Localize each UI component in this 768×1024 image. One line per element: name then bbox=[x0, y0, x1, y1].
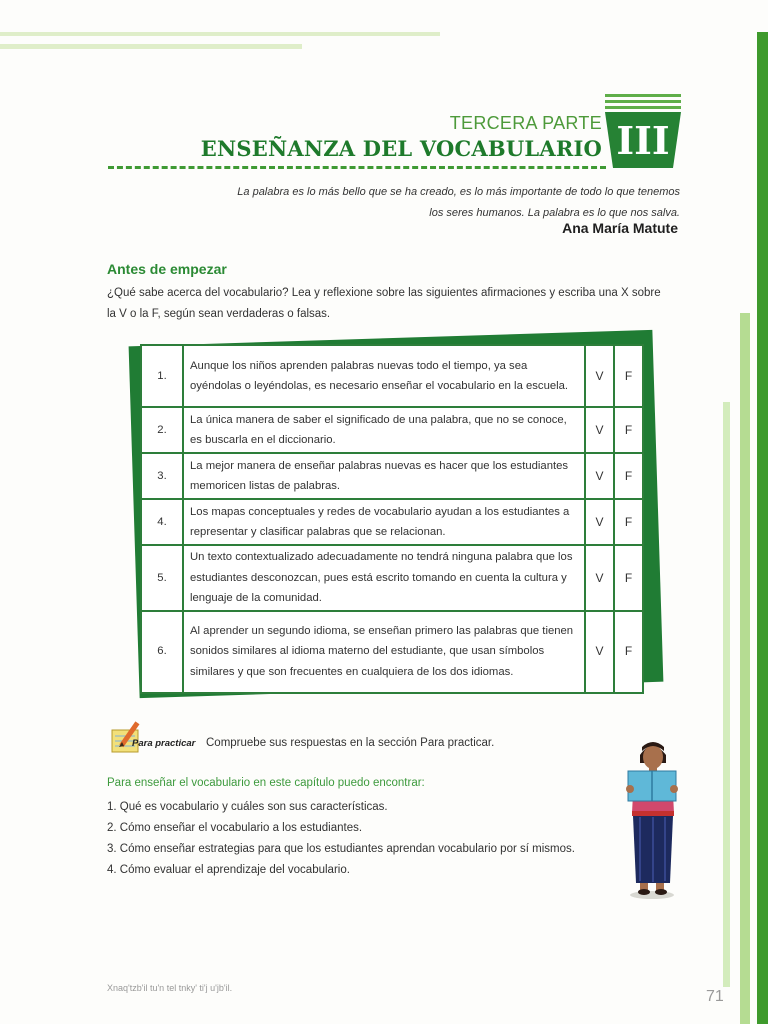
true-option-cell[interactable]: V bbox=[585, 453, 614, 499]
part-three-emblem-icon bbox=[603, 92, 683, 170]
right-bar-light bbox=[740, 313, 750, 1024]
before-start-heading: Antes de empezar bbox=[107, 261, 227, 277]
right-bar-pale bbox=[723, 402, 730, 987]
epigraph-quote bbox=[160, 182, 680, 224]
footer-native-text: Xnaq'tzb'il tu'n tel tnky' ti'j u'jb'il. bbox=[107, 983, 233, 993]
false-option-cell[interactable]: F bbox=[614, 453, 643, 499]
list-item: 3. Cómo enseñar estrategias para que los estudiantes aprendan vocabulario por sí mismos. bbox=[107, 843, 575, 855]
girl-reading-illustration bbox=[620, 735, 684, 900]
row-statement: La única manera de saber el significado de una palabra, que no se conoce, es buscarla en el diccionario. bbox=[183, 407, 585, 453]
false-option-cell[interactable]: F bbox=[614, 499, 643, 545]
practice-text: Compruebe sus respuestas en la sección Para practicar. bbox=[206, 737, 495, 749]
row-statement: La mejor manera de enseñar palabras nuevas es hacer que los estudiantes memoricen listas de palabras. bbox=[183, 453, 585, 499]
top-decorative-line-short bbox=[0, 44, 302, 49]
emblem-numeral: III bbox=[616, 118, 670, 163]
false-option-cell[interactable]: F bbox=[614, 407, 643, 453]
table-row bbox=[141, 611, 643, 693]
page-number: 71 bbox=[706, 988, 724, 1005]
true-option-cell[interactable]: V bbox=[585, 345, 614, 407]
false-option-cell[interactable]: F bbox=[614, 545, 643, 611]
row-statement: Al aprender un segundo idioma, se enseñan primero las palabras que tienen sonidos similares al idioma materno del estudiante, que usan símbolos similares y que son frecuentes en cualquiera de los dos idiomas. bbox=[183, 611, 585, 693]
true-option-cell[interactable]: V bbox=[585, 545, 614, 611]
row-number: 2. bbox=[141, 407, 183, 453]
list-item: 2. Cómo enseñar el vocabulario a los estudiantes. bbox=[107, 822, 363, 834]
row-statement: Aunque los niños aprenden palabras nuevas todo el tiempo, ya sea oyéndolas o leyéndolas, es necesario enseñar el vocabulario en la escuela. bbox=[183, 345, 585, 407]
table-row bbox=[141, 407, 643, 453]
chapter-title: ENSEÑANZA DEL VOCABULARIO bbox=[200, 136, 602, 161]
false-option-cell[interactable]: F bbox=[614, 345, 643, 407]
chapter-contents-heading: Para enseñar el vocabulario en este capítulo puedo encontrar: bbox=[107, 777, 425, 789]
table-row bbox=[141, 345, 643, 407]
part-label: TERCERA PARTE bbox=[449, 113, 602, 133]
true-false-table bbox=[140, 344, 644, 694]
chapter-contents-list bbox=[107, 797, 575, 881]
list-item: 4. Cómo evaluar el aprendizaje del vocabulario. bbox=[107, 864, 350, 876]
false-option-cell[interactable]: F bbox=[614, 611, 643, 693]
true-option-cell[interactable]: V bbox=[585, 499, 614, 545]
row-number: 1. bbox=[141, 345, 183, 407]
row-number: 5. bbox=[141, 545, 183, 611]
table-row bbox=[141, 499, 643, 545]
true-option-cell[interactable]: V bbox=[585, 611, 614, 693]
true-option-cell[interactable]: V bbox=[585, 407, 614, 453]
row-number: 6. bbox=[141, 611, 183, 693]
top-decorative-line bbox=[0, 32, 440, 36]
right-edge-bar bbox=[757, 32, 768, 1024]
title-dashed-rule bbox=[108, 166, 606, 169]
epigraph-author: Ana María Matute bbox=[562, 220, 678, 236]
before-start-instructions: ¿Qué sabe acerca del vocabulario? Lea y reflexione sobre las siguientes afirmaciones y escriba una X sobre la V o la F, según sean verdaderas o falsas. bbox=[107, 287, 661, 320]
list-item: 1. Qué es vocabulario y cuáles son sus características. bbox=[107, 801, 388, 813]
quote-line-2: los seres humanos. La palabra es lo que nos salva. bbox=[429, 207, 680, 219]
table-row bbox=[141, 545, 643, 611]
quote-line-1: La palabra es lo más bello que se ha creado, es lo más importante de todo lo que tenemos bbox=[237, 186, 680, 198]
table-row bbox=[141, 453, 643, 499]
row-number: 3. bbox=[141, 453, 183, 499]
row-number: 4. bbox=[141, 499, 183, 545]
row-statement: Los mapas conceptuales y redes de vocabulario ayudan a los estudiantes a representar y clasificar palabras que se relacionan. bbox=[183, 499, 585, 545]
row-statement: Un texto contextualizado adecuadamente no tendrá ninguna palabra que los estudiantes desconozcan, pues está escrito tomando en cuenta la cultura y lenguaje de la comunidad. bbox=[183, 545, 585, 611]
practice-label: Para practicar bbox=[132, 738, 196, 749]
